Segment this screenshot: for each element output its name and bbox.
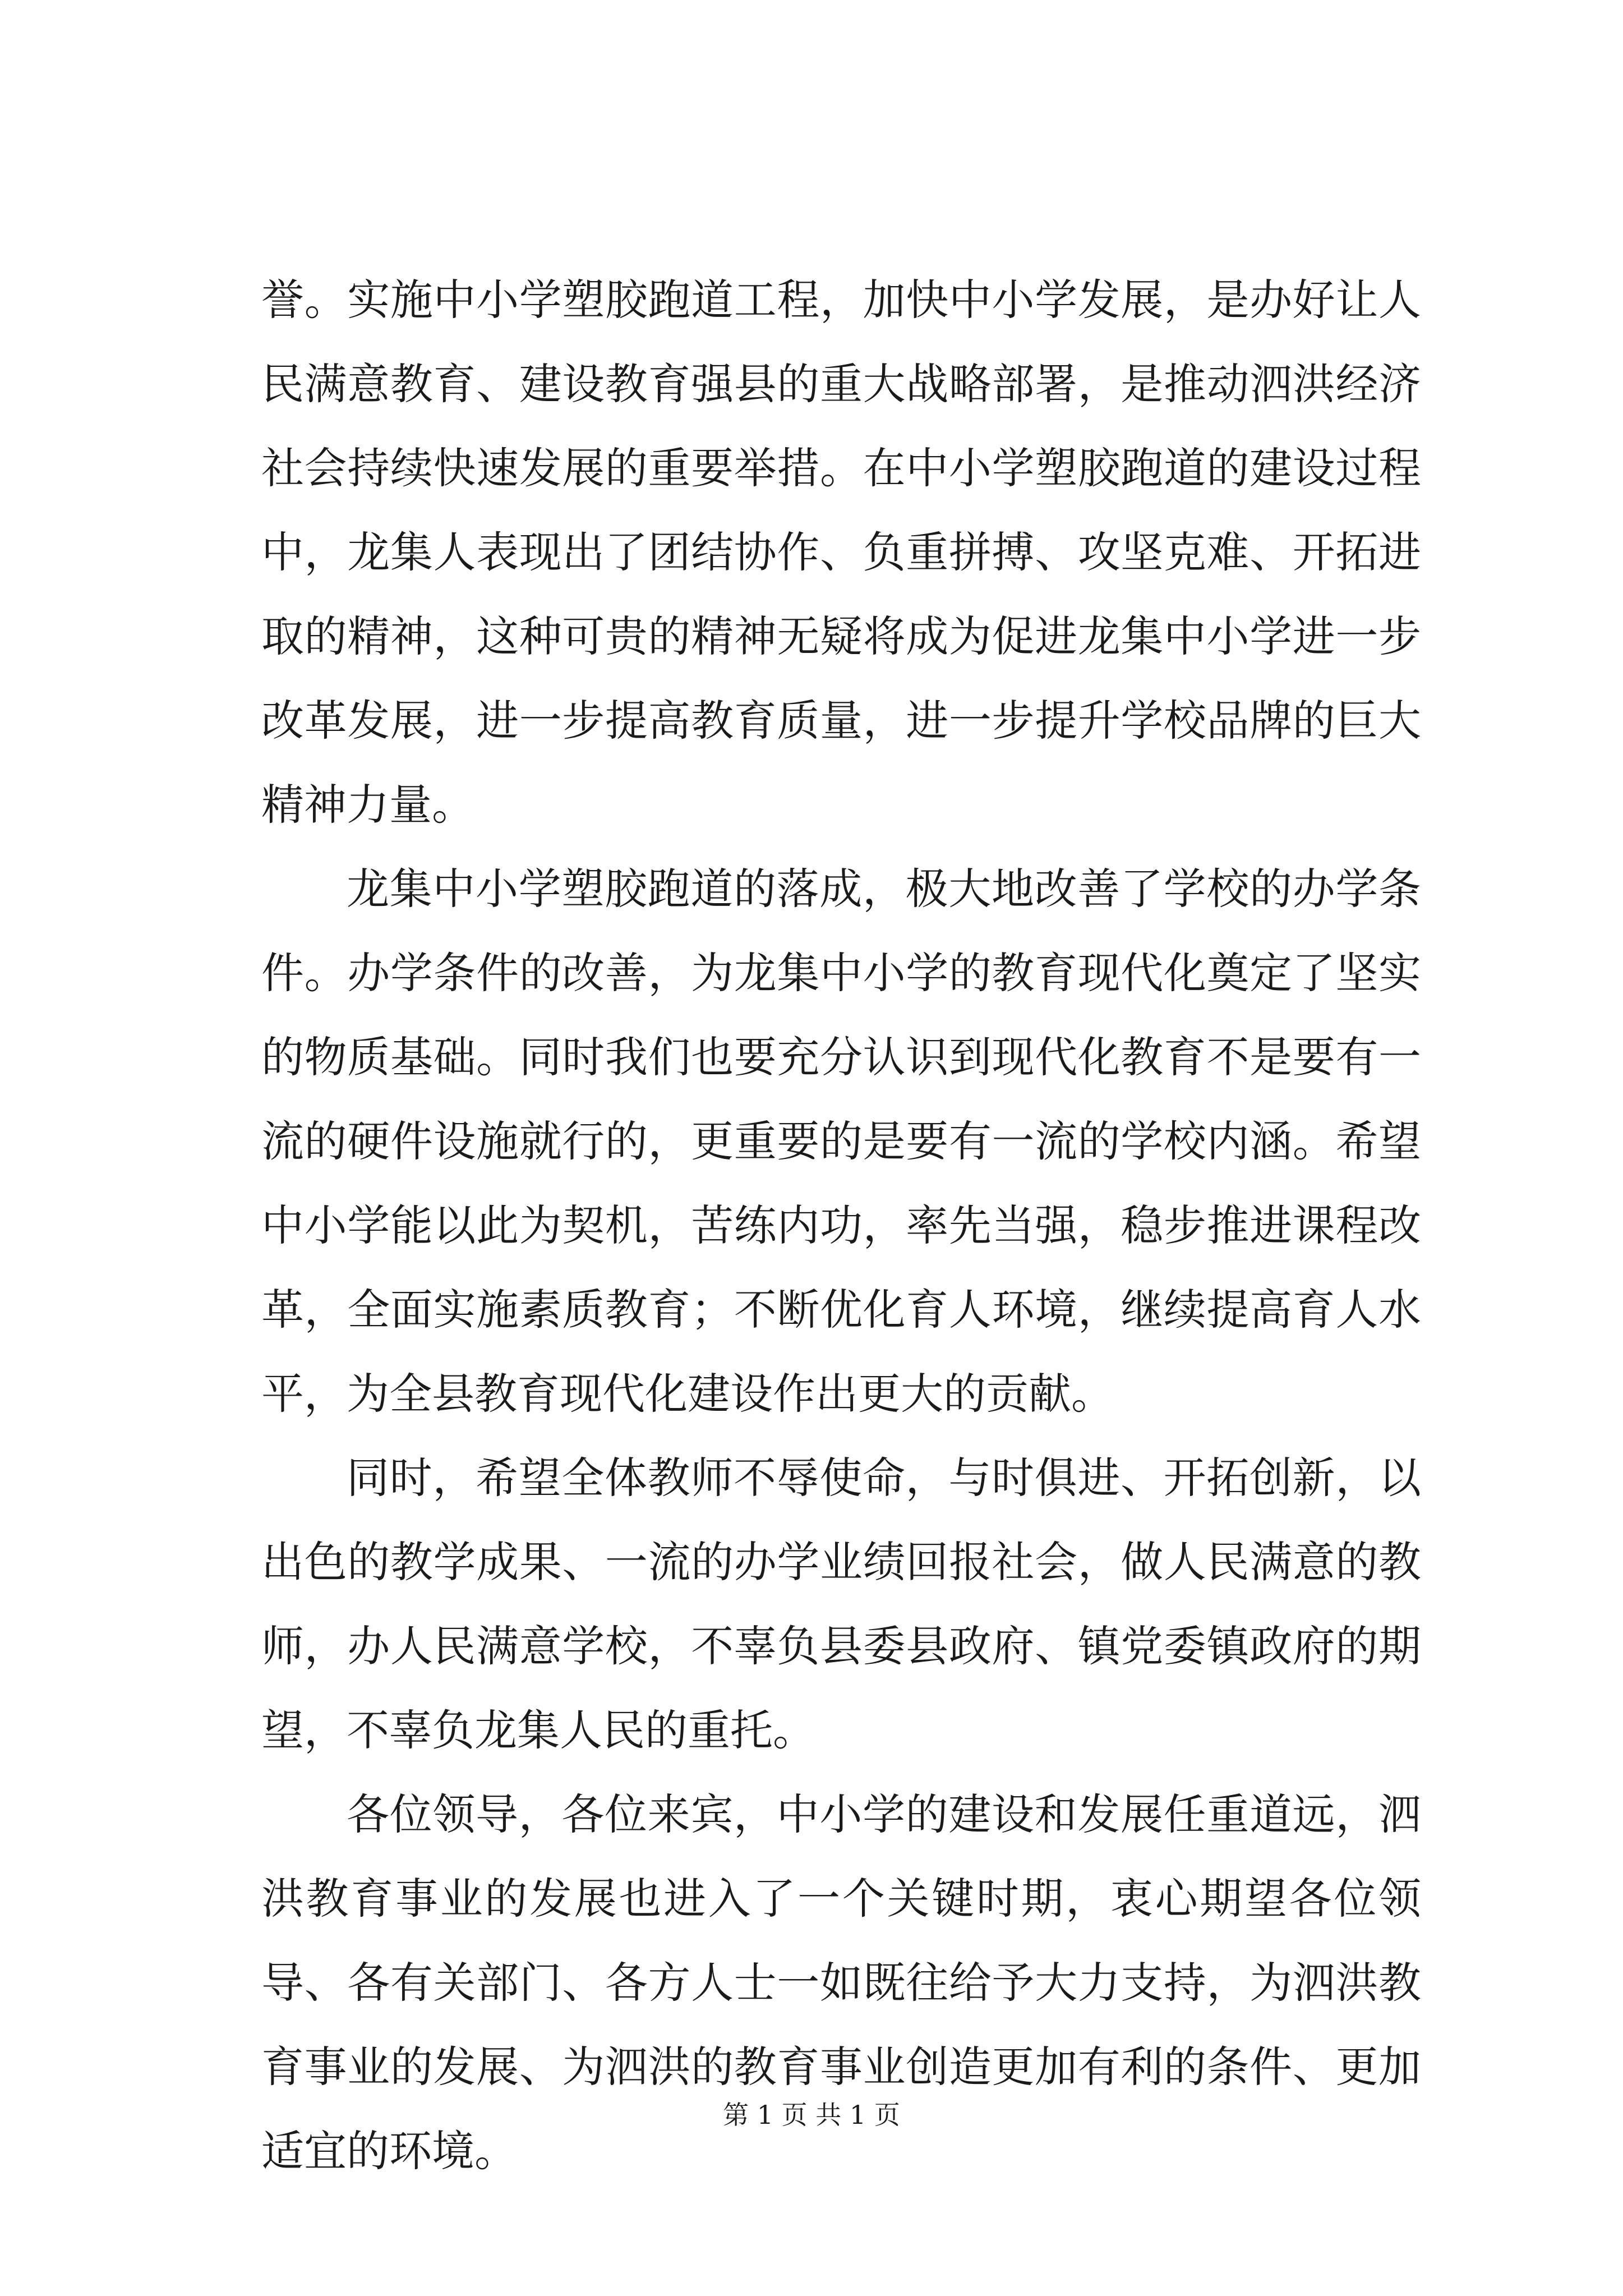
page-footer	[0, 2098, 1623, 2132]
document-body	[261, 258, 1421, 2193]
paragraph-4: 各位领导，各位来宾，中小学的建设和发展任重道远，泗洪教育事业的发展也进入了一个关键时期，衷心期望各位领导、各有关部门、各方人士一如既往给予大力支持，为泗洪教育事业的发展、为泗洪的教育事业创造更加有利的条件、更加适宜的环境。	[261, 1789, 1421, 2176]
paragraph-2: 龙集中小学塑胶跑道的落成，极大地改善了学校的办学条件。办学条件的改善，为龙集中小学的教育现代化奠定了坚实的物质基础。同时我们也要充分认识到现代化教育不是要有一流的硬件设施就行的，更重要的是要有一流的学校内涵。希望中小学能以此为契机，苦练内功，率先当强，稳步推进课程改革，全面实施素质教育；不断优化育人环境，继续提高育人水平，为全县教育现代化建设作出更大的贡献。	[261, 864, 1421, 1419]
paragraph-1: 誉。实施中小学塑胶跑道工程，加快中小学发展，是办好让人民满意教育、建设教育强县的重大战略部署，是推动泗洪经济社会持续快速发展的重要举措。在中小学塑胶跑道的建设过程中，龙集人表现出了团结协作、负重拼搏、攻坚克难、开拓进取的精神，这种可贵的精神无疑将成为促进龙集中小学进一步改革发展，进一步提高教育质量，进一步提升学校品牌的巨大精神力量。	[261, 275, 1421, 830]
paragraph-3: 同时，希望全体教师不辱使命，与时俱进、开拓创新，以出色的教学成果、一流的办学业绩回报社会，做人民满意的教师，办人民满意学校，不辜负县委县政府、镇党委镇政府的期望，不辜负龙集人民的重托。	[261, 1453, 1421, 1755]
page-number-label: 第 1 页 共 1 页	[723, 2100, 900, 2130]
